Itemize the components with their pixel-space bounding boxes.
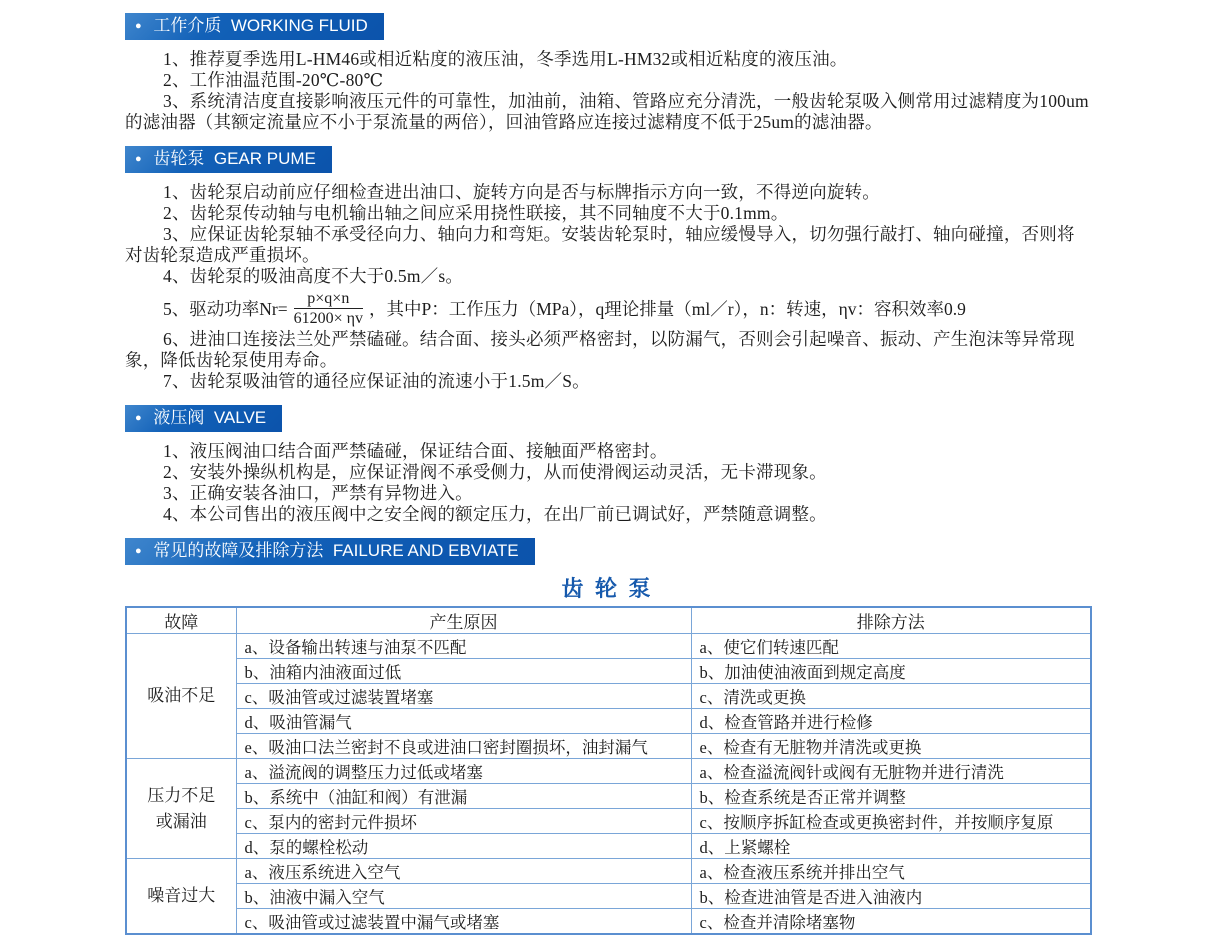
cause-cell: c、吸油管或过滤装置堵塞	[236, 684, 691, 709]
remedy-cell: b、检查系统是否正常并调整	[691, 784, 1091, 809]
paragraph: 2、工作油温范围-20℃-80℃	[163, 70, 384, 90]
table-row	[126, 684, 1091, 709]
formula-prefix: 5、驱动功率Nr=	[163, 299, 288, 319]
section-header-failure	[125, 538, 535, 565]
cause-cell: d、泵的螺栓松动	[236, 834, 691, 859]
cause-cell: d、吸油管漏气	[236, 709, 691, 734]
paragraph: 4、齿轮泵的吸油高度不大于0.5m／s。	[163, 266, 464, 286]
table-row	[126, 784, 1091, 809]
paragraph: 7、齿轮泵吸油管的通径应保证油的流速小于1.5m／S。	[163, 371, 590, 391]
table-row	[126, 634, 1091, 659]
cause-cell: e、吸油口法兰密封不良或进油口密封圈损坏，油封漏气	[236, 734, 691, 759]
section-header-gear-pump	[125, 146, 332, 173]
paragraph: 1、液压阀油口结合面严禁磕碰，保证结合面、接触面严格密封。	[163, 441, 668, 461]
header-cause: 产生原因	[236, 607, 691, 634]
cause-cell: a、液压系统进入空气	[236, 859, 691, 884]
paragraph: 4、本公司售出的液压阀中之安全阀的额定压力，在出厂前已调试好，严禁随意调整。	[163, 504, 827, 524]
section-title-en: WORKING FLUID	[230, 16, 368, 35]
paragraph: 1、推荐夏季选用L-HM46或相近粘度的液压油，冬季选用L-HM32或相近粘度的液压油。	[163, 49, 848, 69]
table-title: 齿 轮 泵	[561, 576, 654, 601]
section-title-en: GEAR PUME	[213, 149, 316, 168]
paragraph: 3、应保证齿轮泵轴不承受径向力、轴向力和弯矩。安装齿轮泵时，轴应缓慢导入，切勿强行敲打、轴向碰撞，否则将对齿轮泵造成严重损坏。	[125, 224, 1075, 265]
cause-cell: a、设备输出转速与油泵不匹配	[236, 634, 691, 659]
table-row	[126, 859, 1091, 884]
bullet-icon: ●	[135, 20, 142, 32]
cause-cell: c、吸油管或过滤装置中漏气或堵塞	[236, 909, 691, 935]
bullet-icon: ●	[135, 412, 142, 424]
table-row	[126, 659, 1091, 684]
section-valve	[125, 405, 1090, 525]
section-gear-pump	[125, 146, 1090, 392]
section-title-cn: 工作介质	[153, 16, 222, 35]
table-header-row	[126, 607, 1091, 634]
section-failure-table	[125, 538, 1090, 935]
paragraph: 2、安装外操纵机构是，应保证滑阀不承受侧力，从而使滑阀运动灵活，无卡滞现象。	[163, 462, 827, 482]
remedy-cell: b、检查进油管是否进入油液内	[691, 884, 1091, 909]
cause-cell: c、泵内的密封元件损坏	[236, 809, 691, 834]
cause-cell: b、系统中（油缸和阀）有泄漏	[236, 784, 691, 809]
section-title-en: FAILURE AND EBVIATE	[332, 541, 519, 560]
section-title-cn: 齿轮泵	[153, 149, 205, 168]
paragraph: 1、齿轮泵启动前应仔细检查进出油口、旋转方向是否与标牌指示方向一致，不得逆向旋转。	[163, 182, 880, 202]
remedy-cell: a、检查溢流阀针或阀有无脏物并进行清洗	[691, 759, 1091, 784]
table-row	[126, 834, 1091, 859]
header-remedy: 排除方法	[691, 607, 1091, 634]
cause-cell: b、油液中漏入空气	[236, 884, 691, 909]
remedy-cell: b、加油使油液面到规定高度	[691, 659, 1091, 684]
paragraph: 6、进油口连接法兰处严禁磕碰。结合面、接头必须严格密封，以防漏气，否则会引起噪音、振动、产生泡沫等异常现象，降低齿轮泵使用寿命。	[125, 329, 1075, 370]
fault-cell: 压力不足 或漏油	[126, 759, 236, 859]
table-row	[126, 759, 1091, 784]
fault-table	[125, 606, 1092, 935]
table-row	[126, 734, 1091, 759]
remedy-cell: d、上紧螺栓	[691, 834, 1091, 859]
formula-fraction	[294, 290, 363, 327]
header-fault: 故障	[126, 607, 236, 634]
remedy-cell: c、清洗或更换	[691, 684, 1091, 709]
paragraph: 2、齿轮泵传动轴与电机输出轴之间应采用挠性联接，其不同轴度不大于0.1mm。	[163, 203, 789, 223]
remedy-cell: c、检查并清除堵塞物	[691, 909, 1091, 935]
fault-cell: 吸油不足	[126, 634, 236, 759]
fault-cell: 噪音过大	[126, 859, 236, 935]
section-title-cn: 常见的故障及排除方法	[153, 541, 324, 560]
table-row	[126, 709, 1091, 734]
section-header-valve	[125, 405, 282, 432]
remedy-cell: d、检查管路并进行检修	[691, 709, 1091, 734]
remedy-cell: a、使它们转速匹配	[691, 634, 1091, 659]
remedy-cell: c、按顺序拆缸检查或更换密封件，并按顺序复原	[691, 809, 1091, 834]
paragraph: 3、正确安装各油口，严禁有异物进入。	[163, 483, 473, 503]
table-row	[126, 909, 1091, 935]
formula-suffix: ，其中P：工作压力（MPa），q理论排量（ml／r），n：转速，ηv：容积效率0.9	[368, 299, 966, 319]
table-row	[126, 884, 1091, 909]
cause-cell: b、油箱内油液面过低	[236, 659, 691, 684]
bullet-icon: ●	[135, 545, 142, 557]
remedy-cell: e、检查有无脏物并清洗或更换	[691, 734, 1091, 759]
section-header-working-fluid	[125, 13, 384, 40]
cause-cell: a、溢流阀的调整压力过低或堵塞	[236, 759, 691, 784]
paragraph: 3、系统清洁度直接影响液压元件的可靠性，加油前，油箱、管路应充分清洗，一般齿轮泵吸入侧常用过滤精度为100um的滤油器（其额定流量应不小于泵流量的两倍），回油管路应连接过滤精度不低于25um的滤油器。	[125, 91, 1089, 132]
section-title-en: VALVE	[213, 408, 267, 427]
formula-denominator: 61200× ηv	[293, 310, 363, 327]
remedy-cell: a、检查液压系统并排出空气	[691, 859, 1091, 884]
section-working-fluid	[125, 13, 1090, 133]
power-formula	[125, 290, 1090, 327]
bullet-icon: ●	[135, 153, 142, 165]
formula-numerator: p×q×n	[294, 290, 363, 309]
section-title-cn: 液压阀	[153, 408, 205, 427]
table-row	[126, 809, 1091, 834]
